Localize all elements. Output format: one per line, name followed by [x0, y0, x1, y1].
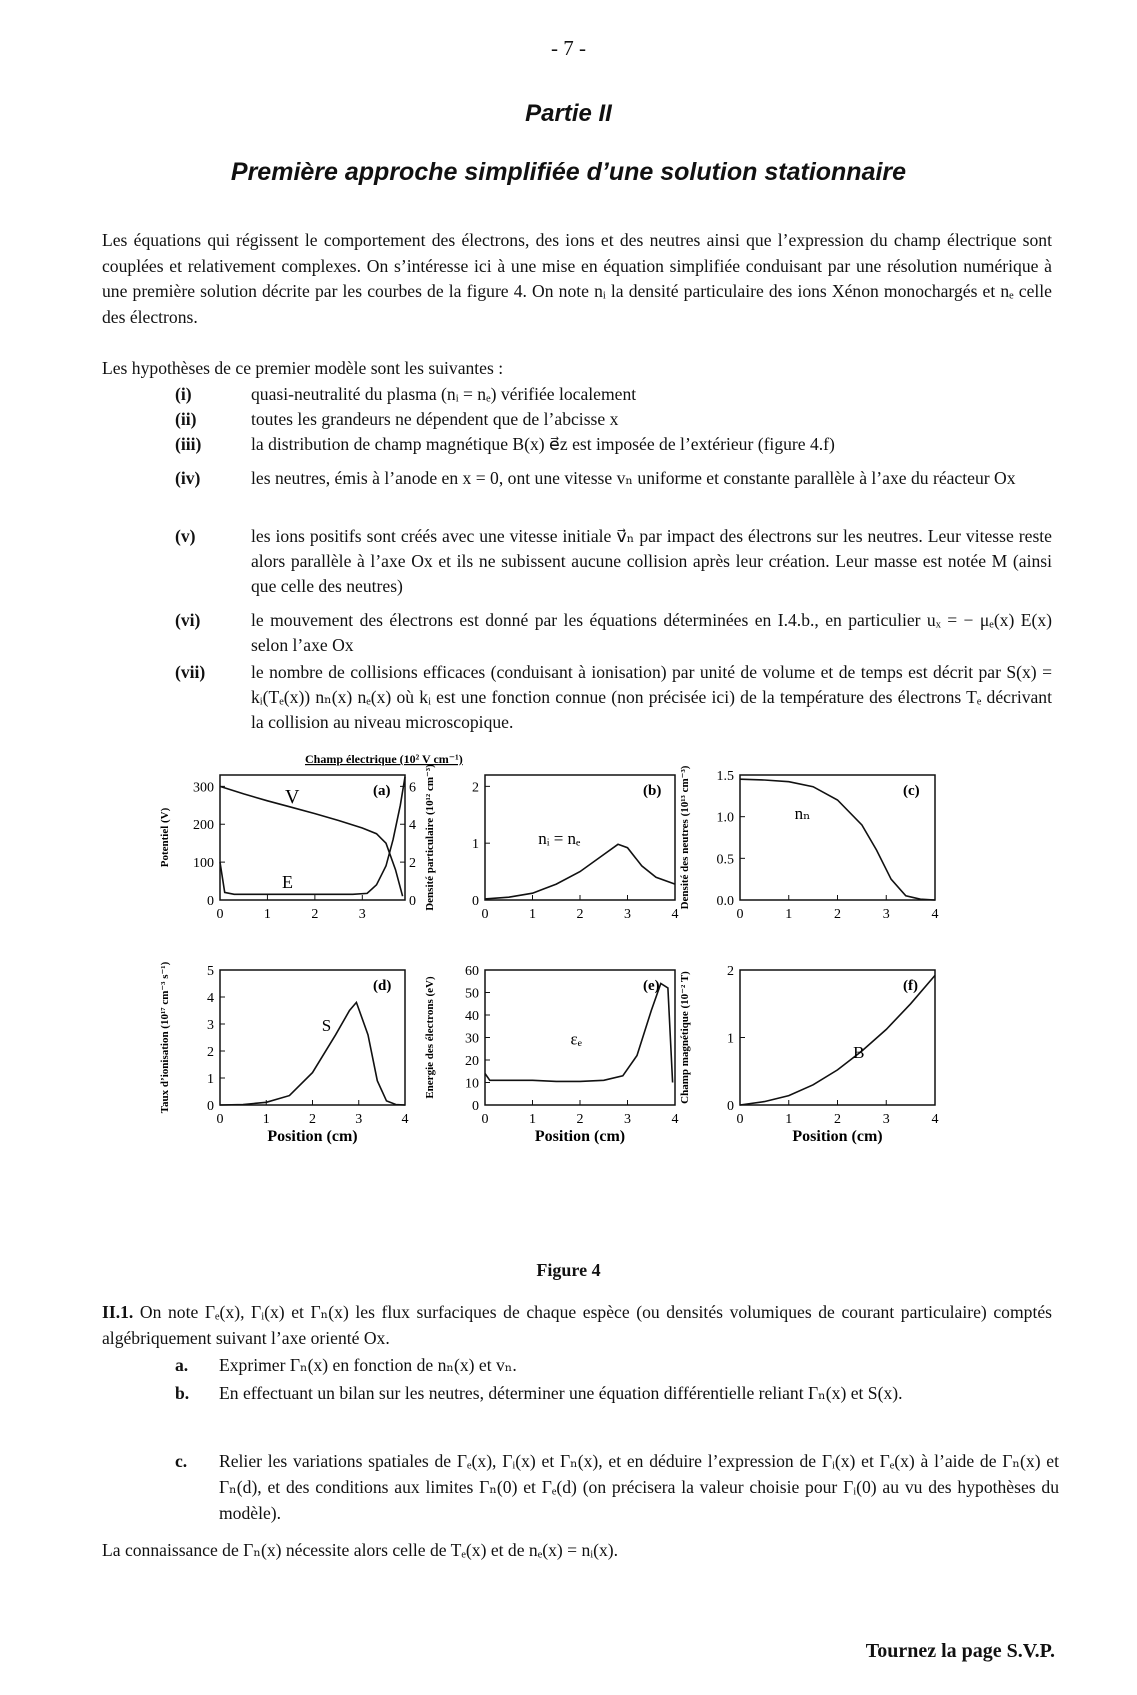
x-axis-label: Position (cm)	[792, 1128, 883, 1145]
x-axis-label: Position (cm)	[267, 1128, 358, 1145]
y-tick-label: 1	[472, 837, 479, 853]
y-tick-label: 10	[465, 1076, 479, 1092]
curve-label-v: V	[285, 786, 300, 808]
hypothesis-label: (vii)	[175, 662, 206, 682]
y-tick-label: 0	[472, 1099, 479, 1114]
sub-question-label: c.	[175, 1451, 188, 1471]
x-tick-label: 1	[785, 1112, 793, 1127]
y-tick-label: 0	[727, 1099, 734, 1114]
y-tick-label: 30	[465, 1031, 479, 1047]
x-tick-label: 3	[624, 907, 631, 922]
figure-4	[150, 752, 1050, 1250]
x-tick-label: 2	[309, 1112, 316, 1127]
y-tick-label: 300	[193, 780, 214, 796]
y-tick-label: 100	[193, 856, 214, 872]
y-tick-label: 0.5	[716, 852, 734, 868]
x-tick-label: 2	[834, 907, 841, 922]
series-line	[220, 786, 403, 896]
y-tick-label: 40	[465, 1009, 479, 1024]
y-tick-label: 1	[207, 1072, 214, 1087]
y-tick-label: 1.0	[716, 810, 734, 826]
sub-question-label: a.	[175, 1355, 189, 1375]
x-tick-label: 4	[671, 1112, 679, 1127]
hypothesis-text: le mouvement des électrons est donné par les équations déterminées en I.4.b., en particulier uₓ = − μₑ(x) E(x) selon l’axe Ox	[251, 610, 1052, 655]
hypothesis-text: quasi-neutralité du plasma (nᵢ = nₑ) vérifiée localement	[251, 384, 637, 404]
x-tick-label: 3	[355, 1112, 363, 1127]
x-tick-label: 1	[785, 907, 793, 922]
y-tick-label-right: 6	[409, 780, 416, 796]
curve-annotation: nₙ	[794, 803, 811, 823]
hypotheses-intro: Les hypothèses de ce premier modèle sont les suivantes :	[102, 358, 504, 378]
y-axis-label: Densité des neutres (10¹³ cm⁻³)	[679, 765, 691, 910]
y-tick-label: 5	[207, 964, 214, 979]
series-line	[220, 1002, 405, 1105]
y-tick-label: 2	[727, 964, 734, 979]
y-tick-label: 4	[207, 991, 214, 1006]
panel-label: (a)	[373, 783, 391, 799]
y-tick-label: 2	[472, 780, 479, 796]
y-axis-label: Potentiel (V)	[159, 807, 171, 868]
y-tick-label: 0	[207, 1099, 214, 1114]
panel-label: (b)	[643, 783, 662, 799]
y-tick-label: 1.5	[716, 769, 734, 784]
x-tick-label: 0	[481, 907, 489, 922]
footer-turn-page: Tournez la page S.V.P.	[865, 1640, 1055, 1662]
x-tick-label: 4	[931, 907, 939, 922]
x-tick-label: 0	[481, 1112, 489, 1127]
sub-question-text: En effectuant un bilan sur les neutres, déterminer une équation différentielle reliant Γₙ(x) et S(x).	[219, 1383, 903, 1403]
y-tick-label: 0	[207, 894, 214, 909]
sub-question-label: b.	[175, 1383, 190, 1403]
question-text: On note Γₑ(x), Γᵢ(x) et Γₙ(x) les flux surfaciques de chaque espèce (ou densités volumiques de courant particulaire) comptés algébriquement suivant l’axe orienté Ox.	[102, 1302, 1052, 1348]
x-tick-label: 0	[736, 907, 744, 922]
y-tick-label-right: 2	[409, 856, 416, 872]
y-tick-label: 3	[207, 1018, 214, 1033]
y-tick-label-right: 4	[409, 818, 416, 834]
x-tick-label: 2	[576, 907, 584, 922]
figure-caption: Figure 4	[536, 1260, 601, 1280]
hypothesis-text: la distribution de champ magnétique B(x) e⃗z est imposée de l’extérieur (figure 4.f)	[251, 434, 835, 454]
question-label: II.1.	[102, 1302, 134, 1322]
curve-annotation: S	[321, 1015, 332, 1035]
x-tick-label: 3	[882, 907, 890, 922]
sub-question-text: Relier les variations spatiales de Γₑ(x), Γᵢ(x) et Γₙ(x), et en déduire l’expression de Γᵢ(x) et Γₑ(x) à l’aide de Γₙ(x) et Γₙ(d), et des conditions aux limites Γₙ(0) et Γₑ(d) (on précisera la valeur choisie pour Γᵢ(0) au vu des hypothèses du modèle).	[219, 1451, 1059, 1523]
hypothesis-text: les ions positifs sont créés avec une vitesse initiale v⃗ₙ par impact des électrons sur les neutres. Leur vitesse reste alors parallèle à l’axe Ox et ils ne subissent aucune collision après leur création. Leur masse est notée M (ainsi que celle des neutres)	[251, 526, 1052, 596]
y-axis-label: Taux d’ionisation (10¹⁷ cm⁻³ s⁻¹)	[159, 961, 171, 1114]
y-tick-label: 50	[465, 986, 479, 1002]
x-tick-label: 3	[882, 1112, 890, 1127]
y-axis-label: Champ magnétique (10⁻² T)	[679, 971, 691, 1104]
y-tick-label: 0	[472, 894, 479, 909]
x-tick-label: 0	[736, 1112, 744, 1127]
conclusion-text: La connaissance de Γₙ(x) nécessite alors celle de Tₑ(x) et de nₑ(x) = nᵢ(x).	[102, 1540, 619, 1560]
hypothesis-label: (iii)	[175, 434, 202, 454]
x-tick-label: 1	[529, 907, 536, 922]
y-tick-label: 200	[193, 818, 214, 834]
curve-annotation: nᵢ = nₑ	[538, 828, 581, 848]
panel-label: (d)	[373, 978, 392, 994]
intro-paragraph: Les équations qui régissent le comportement des électrons, des ions et des neutres ainsi que l’expression du champ électrique sont couplées et relativement complexes. On s’intéresse ici à une mise en équation simplifiée conduisant par une résolution numérique à une première solution décrite par les courbes de la figure 4. On note nᵢ la densité particulaire des ions Xénon monochargés et nₑ celle des électrons.	[102, 230, 1052, 327]
page-number: - 7 -	[551, 36, 586, 60]
hypothesis-text: toutes les grandeurs ne dépendent que de l’abcisse x	[251, 409, 619, 429]
hypothesis-label: (iv)	[175, 468, 201, 488]
hypothesis-label: (v)	[175, 526, 196, 546]
x-tick-label: 1	[529, 1112, 536, 1127]
hypothesis-label: (i)	[175, 384, 192, 404]
panel-label: (c)	[903, 783, 920, 799]
y-tick-label: 60	[465, 964, 479, 979]
part-title: Partie II	[525, 100, 612, 127]
x-tick-label: 3	[624, 1112, 631, 1127]
x-tick-label: 0	[216, 907, 224, 922]
x-tick-label: 1	[262, 1112, 270, 1127]
x-tick-label: 4	[671, 907, 679, 922]
question-ii1	[102, 1300, 1052, 1351]
hypothesis-label: (vi)	[175, 610, 201, 630]
y-tick-label-right: 0	[409, 894, 416, 909]
panel-label: (e)	[643, 978, 660, 994]
y-axis-label: Energie des électrons (eV)	[424, 976, 436, 1099]
curve-annotation: B	[853, 1042, 865, 1062]
y-tick-label: 2	[207, 1045, 214, 1060]
x-tick-label: 0	[216, 1112, 224, 1127]
curve-label-e: E	[282, 872, 293, 892]
right-axis-label: Champ électrique (10² V cm⁻¹)	[305, 752, 463, 766]
y-axis-label: Densité particulaire (10¹² cm⁻³)	[424, 764, 436, 911]
x-tick-label: 2	[311, 907, 319, 922]
x-tick-label: 4	[401, 1112, 409, 1127]
x-tick-label: 2	[834, 1112, 841, 1127]
hypothesis-label: (ii)	[175, 409, 197, 429]
x-tick-label: 3	[358, 907, 366, 922]
y-tick-label: 20	[465, 1054, 479, 1069]
x-tick-label: 2	[576, 1112, 584, 1127]
x-tick-label: 1	[263, 907, 271, 922]
section-title: Première approche simplifiée d’une solution stationnaire	[230, 158, 907, 186]
sub-question-text: Exprimer Γₙ(x) en fonction de nₙ(x) et vₙ.	[219, 1355, 517, 1375]
series-line	[740, 975, 935, 1105]
x-axis-label: Position (cm)	[534, 1128, 626, 1145]
panel-label: (f)	[903, 978, 918, 994]
y-tick-label: 1	[727, 1031, 734, 1047]
curve-annotation: εₑ	[570, 1029, 582, 1049]
series-line	[485, 844, 675, 899]
hypothesis-text: le nombre de collisions efficaces (conduisant à ionisation) par unité de volume et de temps est décrit par S(x) = kᵢ(Tₑ(x)) nₙ(x) nₑ(x) où kᵢ est une fonction connue (non précisée ici) de la température des électrons Tₑ décrivant la collision au niveau microscopique.	[251, 662, 1052, 732]
hypothesis-text: les neutres, émis à l’anode en x = 0, ont une vitesse vₙ uniforme et constante parallèle à l’axe du réacteur Ox	[251, 468, 1016, 488]
y-tick-label: 0.0	[716, 894, 734, 909]
x-tick-label: 4	[931, 1112, 939, 1127]
